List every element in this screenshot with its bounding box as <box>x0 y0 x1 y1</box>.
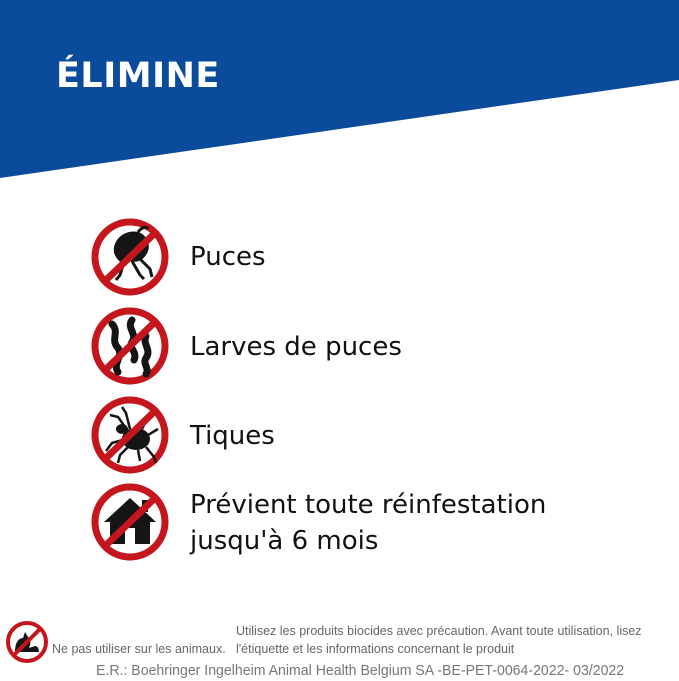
caution-text-line-2: l'étiquette et les informations concernant le produit <box>236 642 515 656</box>
page-title: ÉLIMINE <box>56 56 220 96</box>
item-label: Tiques <box>190 421 275 451</box>
item-label: Larves de puces <box>190 332 402 362</box>
no-house-infestation-icon <box>90 482 170 562</box>
publisher-text: E.R.: Boehringer Ingelheim Animal Health Belgium SA -BE-PET-0064-2022- 03/2022 <box>96 662 625 679</box>
no-animals-text: Ne pas utiliser sur les animaux. <box>52 642 226 656</box>
item-label-line-2: jusqu'à 6 mois <box>190 526 379 556</box>
no-animals-icon <box>5 620 49 664</box>
item-label: Puces <box>190 242 266 272</box>
no-flea-icon <box>90 217 170 297</box>
caution-text-line-1: Utilisez les produits biocides avec précaution. Avant toute utilisation, lisez <box>236 624 642 638</box>
no-larvae-icon <box>90 306 170 386</box>
item-label-line-1: Prévient toute réinfestation <box>190 490 547 520</box>
item-label <box>190 487 546 559</box>
no-tick-icon <box>90 395 170 475</box>
